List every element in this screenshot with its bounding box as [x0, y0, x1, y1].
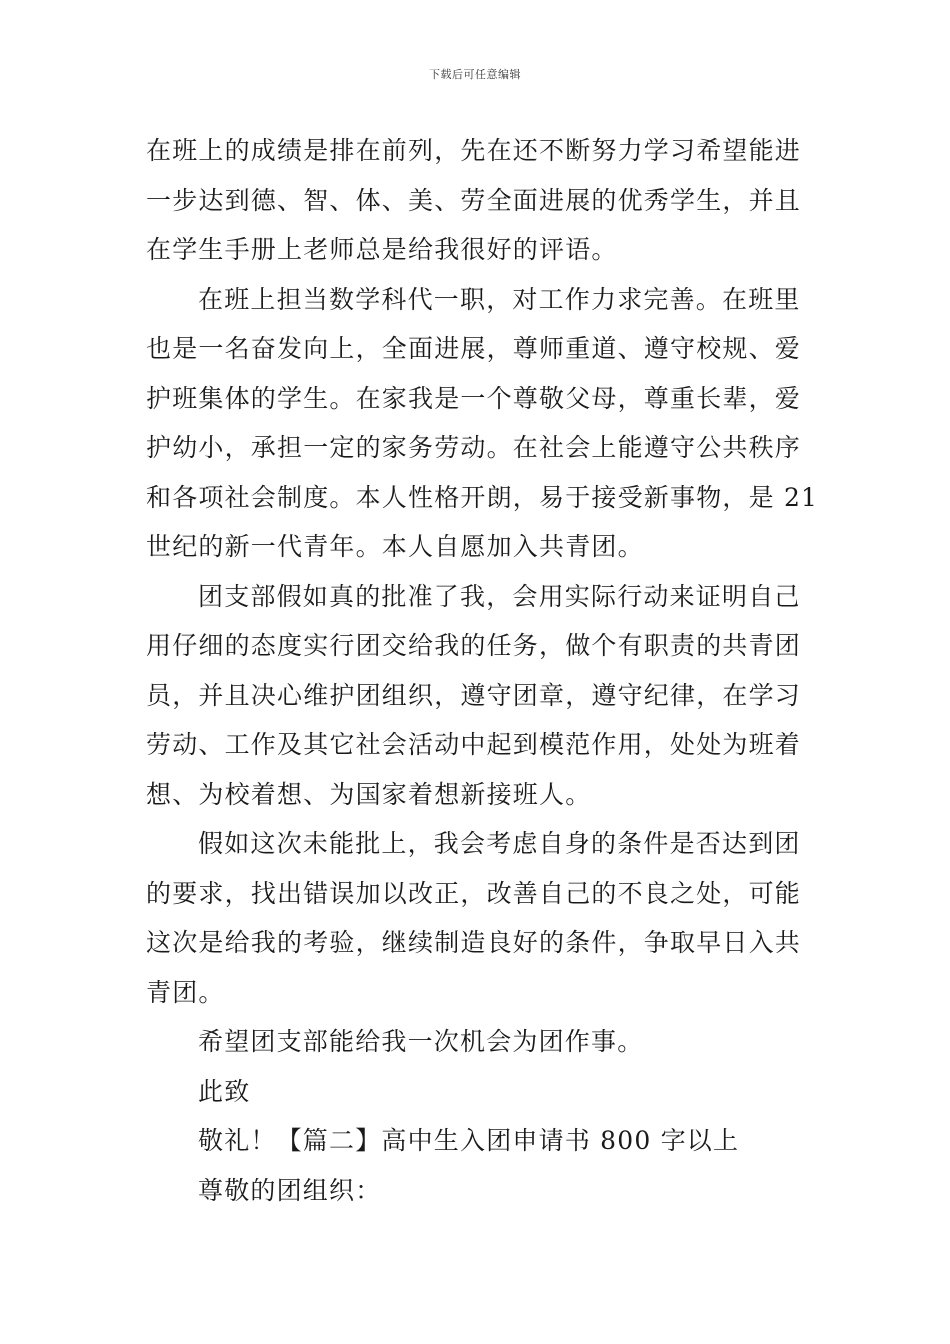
- text-line: 的要求，找出错误加以改正，改善自己的不良之处，可能: [146, 878, 802, 908]
- text-line: 和各项社会制度。本人性格开朗，易于接受新事物，是 21: [146, 482, 819, 512]
- text-line: 假如这次未能批上，我会考虑自身的条件是否达到团: [198, 829, 801, 858]
- text-line: 护班集体的学生。在家我是一个尊敬父母，尊重长辈，爱: [146, 383, 802, 413]
- document-body: [146, 126, 819, 1215]
- text-line: 劳动、工作及其它社会活动中起到模范作用，处处为班着: [146, 730, 802, 759]
- text-line: 团支部假如真的批准了我，会用实际行动来证明自己: [198, 581, 801, 611]
- text-line: 此致: [198, 1076, 251, 1106]
- text-line: 想、为校着想、为国家着想新接班人。: [146, 779, 592, 809]
- text-line: 希望团支部能给我一次机会为团作事。: [198, 1027, 644, 1056]
- text-line: 敬礼！【篇二】高中生入团申请书 800 字以上: [198, 1126, 740, 1155]
- text-line: 一步达到德、智、体、美、劳全面进展的优秀学生，并且: [146, 185, 802, 215]
- text-line: 护幼小，承担一定的家务劳动。在社会上能遵守公共秩序: [146, 433, 802, 462]
- page-header: 下载后可任意编辑: [429, 68, 521, 81]
- text-line: 员，并且决心维护团组织，遵守团章，遵守纪律，在学习: [146, 680, 802, 710]
- text-line: 在班上担当数学科代一职，对工作力求完善。在班里: [198, 284, 801, 314]
- text-line: 在班上的成绩是排在前列，先在还不断努力学习希望能进: [146, 136, 802, 165]
- text-line: 也是一名奋发向上，全面进展，尊师重道、遵守校规、爱: [146, 334, 802, 363]
- text-line: 世纪的新一代青年。本人自愿加入共青团。: [146, 532, 644, 561]
- text-line: 青团。: [146, 977, 225, 1007]
- text-line: 用仔细的态度实行团交给我的任务，做个有职责的共青团: [146, 631, 802, 660]
- text-line: 这次是给我的考验，继续制造良好的条件，争取早日入共: [146, 928, 802, 957]
- text-line: 尊敬的团组织：: [198, 1175, 382, 1205]
- text-line: 在学生手册上老师总是给我很好的评语。: [146, 235, 618, 264]
